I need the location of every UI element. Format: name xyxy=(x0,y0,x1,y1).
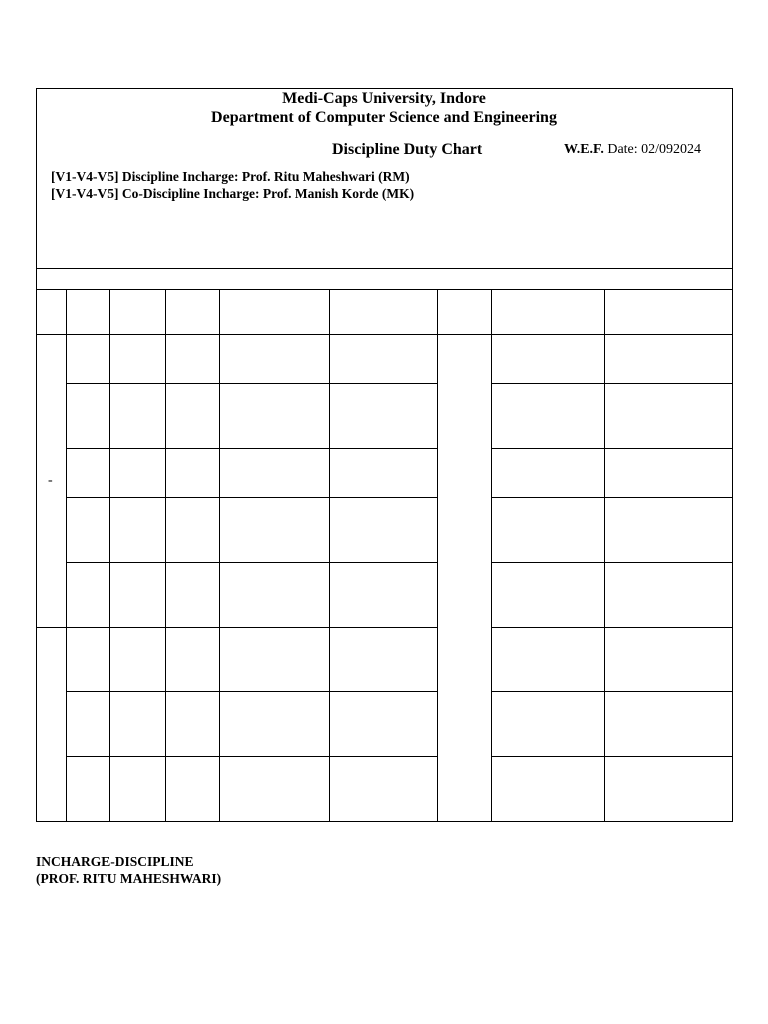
chart-title: Discipline Duty Chart xyxy=(332,141,483,158)
signature-name: (PROF. RITU MAHESHWARI) xyxy=(36,871,222,886)
date-label: Date: 02/092024 xyxy=(607,142,702,157)
co-discipline-incharge: [V1-V4-V5] Co-Discipline Incharge: Prof. Manish Korde (MK) xyxy=(51,186,415,201)
department-title: Department of Computer Science and Engineering xyxy=(211,109,557,126)
university-title: Medi-Caps University, Indore xyxy=(282,90,486,107)
signature-title: INCHARGE-DISCIPLINE xyxy=(36,854,194,869)
wef-date xyxy=(564,143,701,157)
discipline-incharge: [V1-V4-V5] Discipline Incharge: Prof. Ritu Maheshwari (RM) xyxy=(51,169,410,184)
block-marker: - xyxy=(48,473,53,488)
wef-label: W.E.F. xyxy=(564,142,604,157)
